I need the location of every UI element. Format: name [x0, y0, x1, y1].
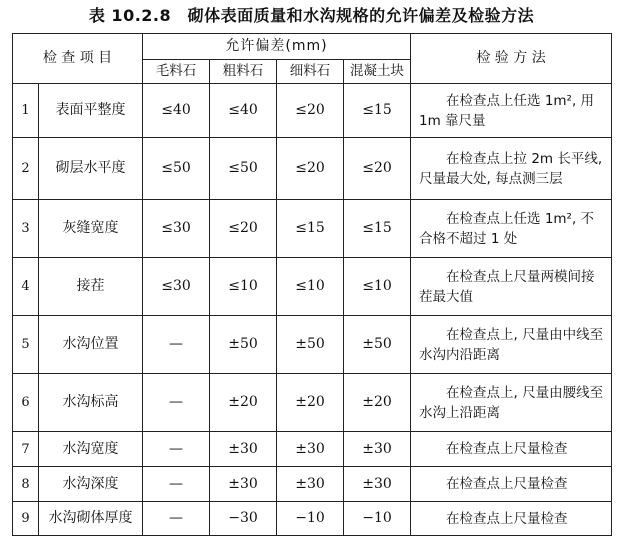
row-item-name: 水沟标高 [39, 374, 143, 432]
tolerance-value: ±50 [277, 316, 344, 374]
tolerance-value: ≤20 [277, 138, 344, 200]
row-number: 6 [13, 374, 39, 432]
tolerance-value: ≤20 [344, 138, 411, 200]
tolerance-value: ≤50 [143, 138, 210, 200]
tolerance-value: ≤20 [210, 200, 277, 258]
tolerance-value: — [143, 316, 210, 374]
row-item-name: 水沟砌体厚度 [39, 502, 143, 536]
header-stone-type: 毛料石 [143, 60, 210, 84]
row-item-name: 砌层水平度 [39, 138, 143, 200]
table-row [13, 84, 612, 138]
method-text: 在检查点上尺量两模间接茬最大值 [419, 268, 595, 305]
tolerance-value: ≤50 [210, 138, 277, 200]
tolerance-value: ≤10 [210, 258, 277, 316]
row-number: 7 [13, 432, 39, 467]
tolerance-value: ±30 [277, 432, 344, 467]
row-item-name: 表面平整度 [39, 84, 143, 138]
tolerance-value: ±20 [210, 374, 277, 432]
row-method [411, 84, 612, 138]
tolerance-value: — [143, 467, 210, 502]
header-stone-type: 细料石 [277, 60, 344, 84]
tolerance-value: ±20 [344, 374, 411, 432]
tolerance-value: ≤30 [143, 258, 210, 316]
row-item-name: 水沟位置 [39, 316, 143, 374]
table-row [13, 467, 612, 502]
tolerance-value: ≤15 [277, 200, 344, 258]
table-row [13, 374, 612, 432]
row-item-name: 灰缝宽度 [39, 200, 143, 258]
row-item-name: 水沟深度 [39, 467, 143, 502]
tolerance-value: — [143, 502, 210, 536]
row-method [411, 502, 612, 536]
row-number: 1 [13, 84, 39, 138]
header-method: 检 验 方 法 [411, 34, 612, 84]
tolerance-value: — [143, 374, 210, 432]
table-row [13, 200, 612, 258]
table-row [13, 316, 612, 374]
table-row [13, 138, 612, 200]
tolerance-value: ±30 [210, 467, 277, 502]
tolerance-value: ≤40 [210, 84, 277, 138]
tolerance-value: ≤10 [277, 258, 344, 316]
row-number: 9 [13, 502, 39, 536]
table-row [13, 258, 612, 316]
tolerance-value: ±30 [344, 467, 411, 502]
tolerance-value: — [143, 432, 210, 467]
row-method [411, 258, 612, 316]
header-stone-type: 粗料石 [210, 60, 277, 84]
row-number: 5 [13, 316, 39, 374]
tolerance-value: ±30 [344, 432, 411, 467]
tolerance-value: ≤10 [344, 258, 411, 316]
row-number: 3 [13, 200, 39, 258]
tolerance-value: −10 [277, 502, 344, 536]
row-method [411, 467, 612, 502]
tolerance-value: ≤15 [344, 84, 411, 138]
row-method [411, 316, 612, 374]
table-row [13, 432, 612, 467]
method-text: 在检查点上任选 1m², 不合格不超过 1 处 [419, 210, 595, 247]
tolerance-value: ±50 [210, 316, 277, 374]
table-title: 表 10.2.8 砌体表面质量和水沟规格的允许偏差及检验方法 [88, 6, 535, 25]
row-item-name: 水沟宽度 [39, 432, 143, 467]
tolerance-value: ±50 [344, 316, 411, 374]
header-stone-type: 混凝土块 [344, 60, 411, 84]
row-number: 8 [13, 467, 39, 502]
row-method [411, 374, 612, 432]
tolerance-value: ≤40 [143, 84, 210, 138]
method-text: 在检查点上拉 2m 长平线, 尺量最大处, 每点测三层 [419, 150, 603, 187]
tolerance-value: ±30 [277, 467, 344, 502]
row-method [411, 200, 612, 258]
method-text: 在检查点上尺量检查 [446, 441, 568, 457]
tolerance-value: ≤15 [344, 200, 411, 258]
tolerance-value: ±20 [277, 374, 344, 432]
method-text: 在检查点上尺量检查 [446, 476, 568, 492]
method-text: 在检查点上任选 1m², 用 1m 靠尺量 [419, 92, 595, 129]
header-tolerance-group: 允许偏差(mm) [143, 34, 411, 60]
row-item-name: 接茬 [39, 258, 143, 316]
row-method [411, 432, 612, 467]
method-text: 在检查点上, 尺量由中线至水沟内沿距离 [419, 326, 604, 363]
method-text: 在检查点上, 尺量由腰线至水沟上沿距离 [419, 384, 604, 421]
table-row [13, 502, 612, 536]
header-item: 检 查 项 目 [13, 34, 143, 84]
row-number: 2 [13, 138, 39, 200]
tolerance-value: −30 [210, 502, 277, 536]
tolerance-value: −10 [344, 502, 411, 536]
row-number: 4 [13, 258, 39, 316]
row-method [411, 138, 612, 200]
tolerance-value: ≤20 [277, 84, 344, 138]
table-body [13, 84, 612, 536]
tolerance-value: ≤30 [143, 200, 210, 258]
tolerance-table [12, 33, 612, 536]
method-text: 在检查点上尺量检查 [446, 510, 568, 527]
tolerance-value: ±30 [210, 432, 277, 467]
